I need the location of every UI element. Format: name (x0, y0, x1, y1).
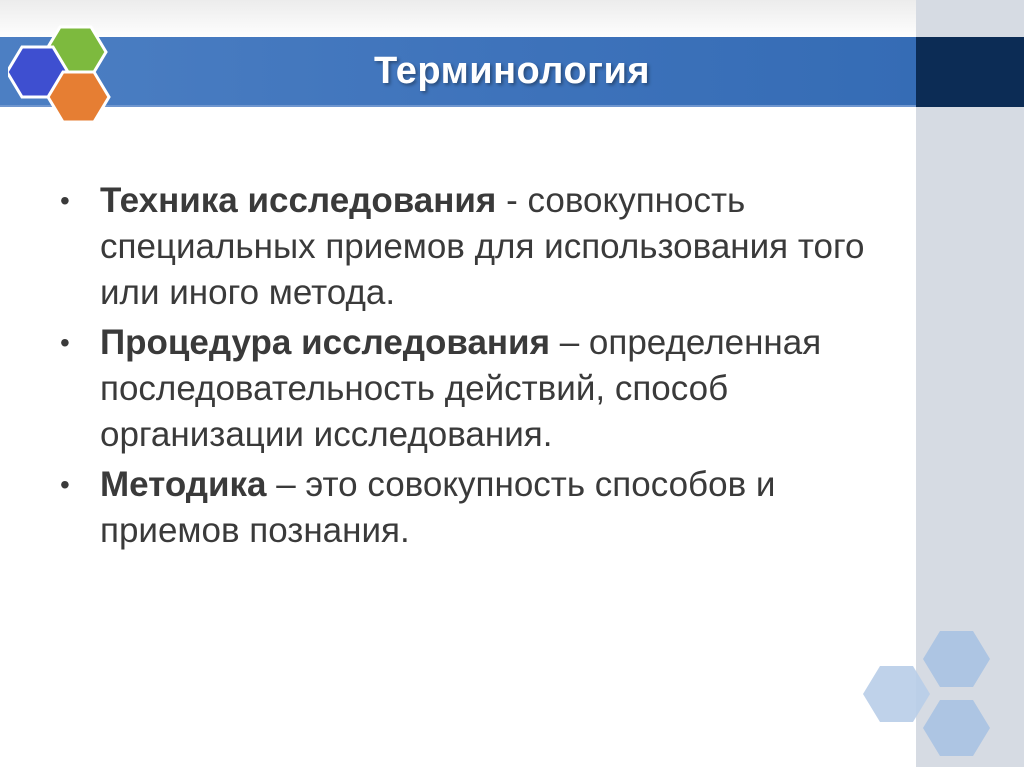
decorative-hexagons-icon (858, 628, 1024, 767)
bullet-dot-icon: • (60, 185, 70, 216)
deco-hex-left (863, 666, 930, 722)
bullet-item (60, 462, 910, 554)
bullet-item (60, 320, 910, 458)
bullet-text: – это совокупность способов и приемов познания. (100, 465, 776, 550)
bullet-text: - совокупность специальных приемов для использования того или иного метода. (100, 181, 865, 312)
bullet-item (60, 178, 910, 316)
bullet-term: Техника исследования (100, 181, 497, 220)
bullet-list (60, 178, 910, 558)
bullet-dot-icon: • (60, 327, 70, 358)
bullet-term: Процедура исследования (100, 323, 550, 362)
top-fade (0, 0, 1024, 40)
deco-hex-bottom (923, 700, 990, 756)
deco-hex-top (923, 631, 990, 687)
slide-title: Терминология (373, 49, 651, 92)
bullet-dot-icon: • (60, 469, 70, 500)
bullet-term: Методика (100, 465, 267, 504)
bullet-text: – определенная последовательность действий, способ организации исследования. (100, 323, 822, 454)
